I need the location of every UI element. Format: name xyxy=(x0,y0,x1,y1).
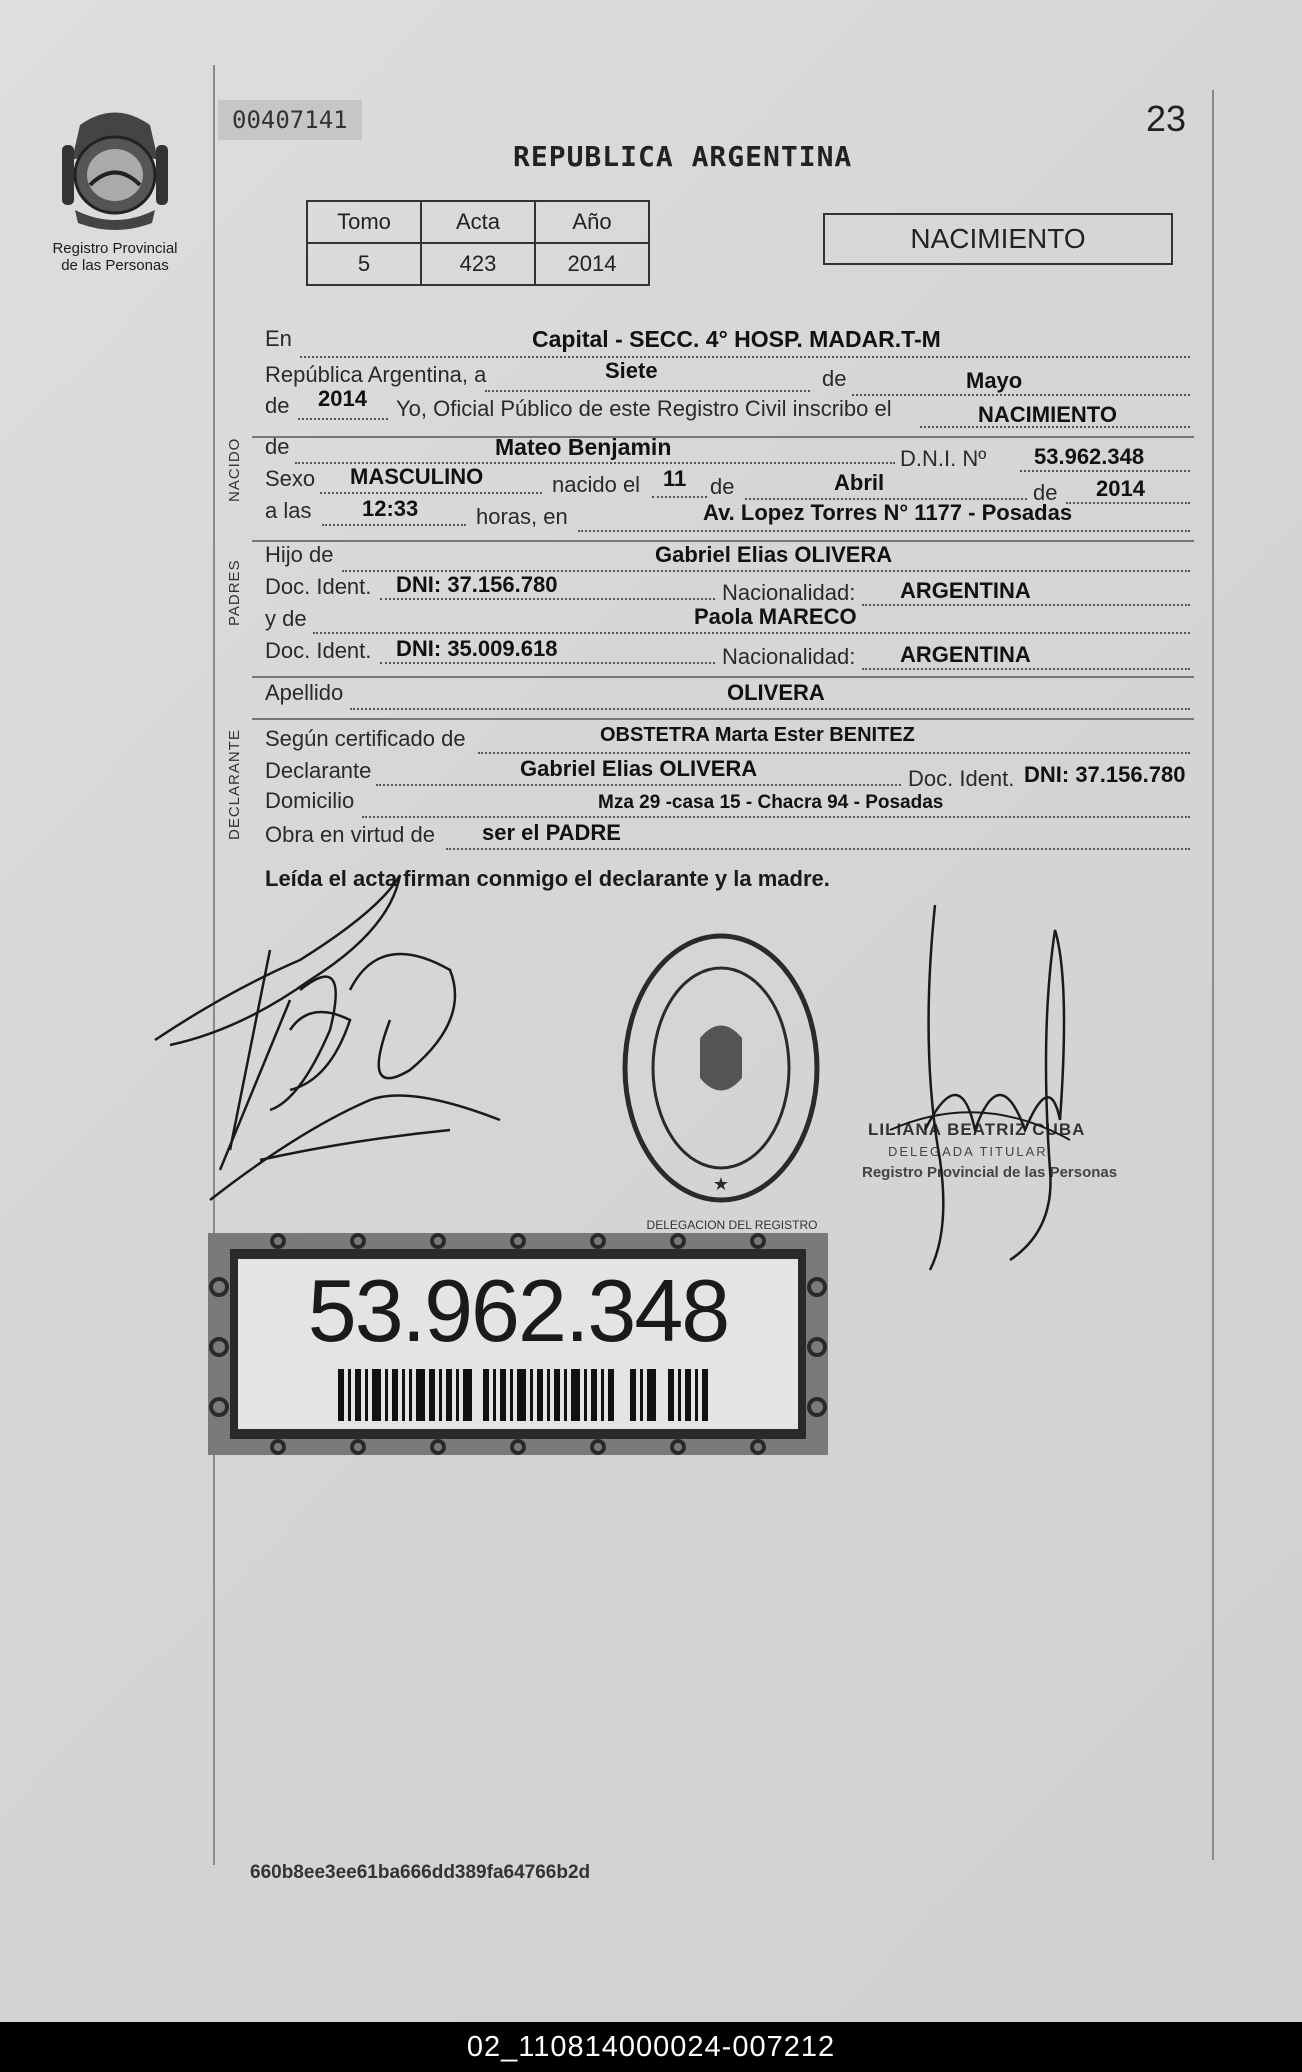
de-label-2: de xyxy=(710,474,735,499)
year-value: 2014 xyxy=(318,386,367,411)
child-dni: 53.962.348 xyxy=(1034,444,1145,469)
file-id-footer: 02_110814000024-007212 xyxy=(0,2022,1302,2072)
page-number: 23 xyxy=(1146,98,1187,139)
nacido-side-label: NACIDO xyxy=(226,437,243,502)
child-name: Mateo Benjamin xyxy=(495,434,672,460)
time-line xyxy=(322,524,466,526)
closing-statement: Leída el acta firman conmigo el declarante y la madre. xyxy=(265,866,830,891)
declarante-side-label: DECLARANTE xyxy=(226,729,243,840)
decl-line xyxy=(376,784,901,786)
en-label: En xyxy=(265,326,292,351)
nacido-label: nacido el xyxy=(552,472,641,497)
father-nationality: ARGENTINA xyxy=(900,578,1031,603)
official-signature xyxy=(880,900,1120,1280)
mother-line xyxy=(313,632,1190,634)
barcode-panel xyxy=(238,1259,798,1429)
horas-label: horas, en xyxy=(476,504,568,529)
separator-1 xyxy=(252,436,1194,438)
birth-place: Av. Lopez Torres N° 1177 - Posadas xyxy=(703,500,1073,525)
anio-header: Año xyxy=(535,201,649,243)
barcode-number: 53.962.348 xyxy=(307,1261,729,1360)
dni-barcode-label xyxy=(208,1233,828,1455)
dni-line xyxy=(1020,470,1190,472)
record-table xyxy=(306,200,650,286)
acta-header: Acta xyxy=(421,201,535,243)
birth-day-line xyxy=(652,496,707,498)
dom-value: Mza 29 -casa 15 - Chacra 94 - Posadas xyxy=(598,792,944,813)
document-hash: 660b8ee3ee61ba666dd389fa64766b2d xyxy=(250,1862,591,1883)
decl-doc-label: Doc. Ident. xyxy=(908,766,1015,791)
registry-stamp xyxy=(618,928,824,1208)
official-org: Registro Provincial de las Personas xyxy=(862,1164,1118,1181)
cert-line xyxy=(478,752,1190,754)
obra-value: ser el PADRE xyxy=(482,820,621,845)
dom-label: Domicilio xyxy=(265,788,355,813)
obra-label: Obra en virtud de xyxy=(265,822,435,847)
right-margin-line xyxy=(1212,90,1214,1860)
record-type-box: NACIMIENTO xyxy=(823,213,1173,265)
province-emblem-icon xyxy=(40,105,190,235)
decl-label: Declarante xyxy=(265,758,372,783)
apellido-label: Apellido xyxy=(265,680,344,705)
mother-doc: DNI: 35.009.618 xyxy=(396,636,558,661)
decl-doc: DNI: 37.156.780 xyxy=(1024,762,1186,787)
father-name: Gabriel Elias OLIVERA xyxy=(655,542,893,567)
birth-month: Abril xyxy=(834,470,885,495)
declarant-signature xyxy=(150,870,530,1230)
misiones-logo xyxy=(40,105,190,285)
birth-day: 11 xyxy=(663,466,687,491)
alas-label: a las xyxy=(265,498,312,523)
obra-line xyxy=(446,848,1190,850)
official-name: LILIANA BEATRIZ CUBA xyxy=(868,1120,1086,1139)
en-line xyxy=(300,356,1190,358)
dni-label: D.N.I. Nº xyxy=(900,446,987,471)
decl-value: Gabriel Elias OLIVERA xyxy=(520,756,758,781)
sexo-value: MASCULINO xyxy=(350,464,484,489)
stamp-ring-text: DELEGACION DEL REGISTRO xyxy=(646,1218,818,1232)
apellido-value: OLIVERA xyxy=(727,680,825,705)
logo-caption-1: Registro Provincial xyxy=(52,240,178,257)
cert-label: Según certificado de xyxy=(265,726,466,751)
de2-label: de xyxy=(265,393,290,418)
place-line xyxy=(578,530,1190,532)
father-doc: DNI: 37.156.780 xyxy=(396,572,558,597)
separator-3 xyxy=(252,676,1194,678)
anio-value: 2014 xyxy=(535,243,649,285)
sexo-label: Sexo xyxy=(265,466,316,491)
mother-doc-label: Doc. Ident. xyxy=(265,638,372,663)
month-line xyxy=(852,394,1190,396)
de-label-3: de xyxy=(1033,480,1058,505)
official-title: DELEGADA TITULAR xyxy=(888,1144,1048,1159)
barcode-icon xyxy=(338,1369,708,1421)
mother-nat-label: Nacionalidad: xyxy=(722,644,856,669)
separator-4 xyxy=(252,718,1194,720)
acta-value: 423 xyxy=(421,243,535,285)
country-title: REPUBLICA ARGENTINA xyxy=(513,140,853,173)
sexo-line xyxy=(320,492,542,494)
serial-number-stamp: 00407141 xyxy=(218,100,362,140)
nacido-de-label: de xyxy=(265,434,290,459)
de-label: de xyxy=(822,366,847,391)
father-nat-label: Nacionalidad: xyxy=(722,580,856,605)
en-value: Capital - SECC. 4° HOSP. MADAR.T-M xyxy=(532,326,941,352)
inscribe-value: NACIMIENTO xyxy=(978,402,1117,427)
svg-text:★: ★ xyxy=(712,1174,730,1195)
inscribe-text: Yo, Oficial Público de este Registro Civil inscribo el xyxy=(396,396,892,421)
day-line xyxy=(485,390,810,392)
yde-label: y de xyxy=(265,606,307,631)
padres-side-label: PADRES xyxy=(226,559,243,626)
birth-time: 12:33 xyxy=(362,496,419,521)
father-doc-line xyxy=(380,598,715,600)
mother-nationality: ARGENTINA xyxy=(900,642,1031,667)
mother-nat-line xyxy=(862,668,1190,670)
mother-doc-line xyxy=(380,662,715,664)
father-nat-line xyxy=(862,604,1190,606)
birth-year: 2014 xyxy=(1096,476,1145,501)
apellido-line xyxy=(350,708,1190,710)
dom-line xyxy=(362,816,1190,818)
tomo-header: Tomo xyxy=(307,201,421,243)
year-line xyxy=(298,418,388,420)
cert-value: OBSTETRA Marta Ester BENITEZ xyxy=(600,724,915,746)
mother-name: Paola MARECO xyxy=(694,604,857,629)
tomo-value: 5 xyxy=(307,243,421,285)
logo-caption-2: de las Personas xyxy=(61,257,169,274)
republica-label: República Argentina, a xyxy=(265,362,487,387)
hijo-label: Hijo de xyxy=(265,542,334,567)
father-doc-label: Doc. Ident. xyxy=(265,574,372,599)
day-value: Siete xyxy=(605,358,658,383)
birth-year-line xyxy=(1066,502,1190,504)
month-value: Mayo xyxy=(966,368,1023,393)
